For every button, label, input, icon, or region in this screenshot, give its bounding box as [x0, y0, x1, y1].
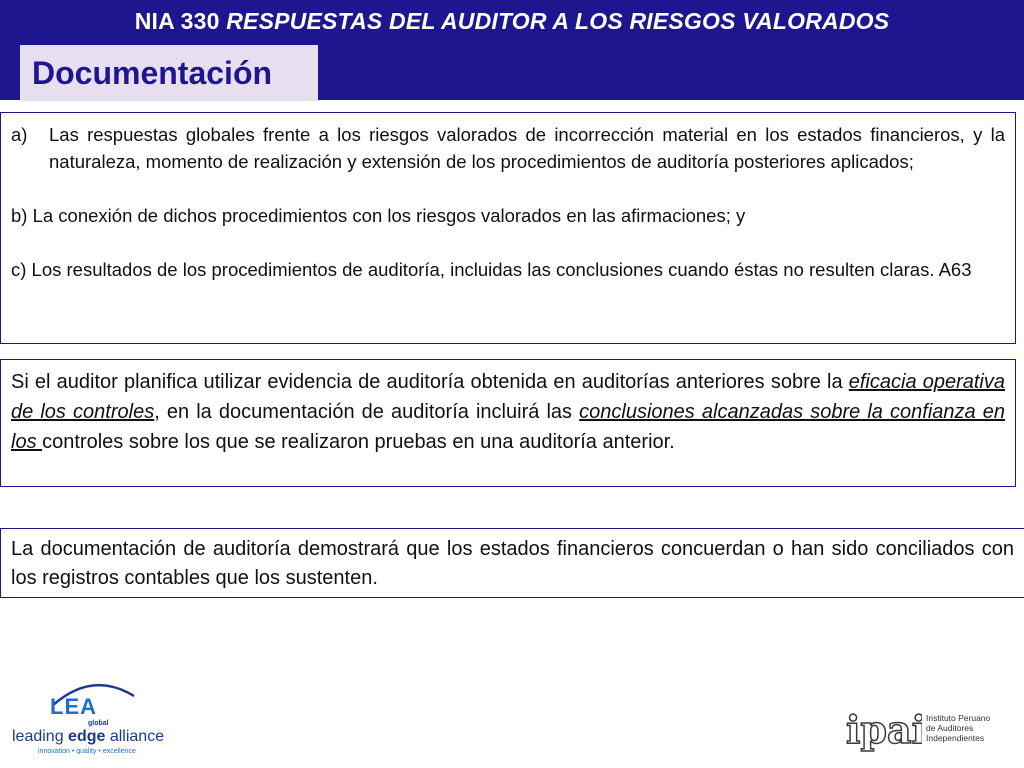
- svg-text:LEA: LEA: [50, 694, 97, 719]
- lea-tagline: innovation • quality • excellence: [38, 748, 136, 755]
- title-italic: RESPUESTAS DEL AUDITOR A LOS RIESGOS VALORADOS: [226, 8, 890, 34]
- ipai-line-2: de Auditores: [926, 723, 974, 733]
- ipai-line-1: Instituto Peruano: [926, 713, 991, 723]
- svg-text:ipai: ipai: [846, 707, 922, 752]
- box2-underline-1: eficacia operativa de los controles: [11, 371, 1005, 423]
- documentation-list-box: [0, 112, 1016, 344]
- lea-name: leading edge alliance: [12, 728, 165, 745]
- list-item-c: c) Los resultados de los procedimientos de auditoría, incluidas las conclusiones cuando éstas no resulten claras. A63: [11, 259, 972, 280]
- section-title: Documentación: [32, 55, 273, 91]
- lea-logo: [12, 678, 165, 758]
- title-plain: NIA 330: [134, 8, 227, 34]
- ipai-line-3: Independientes: [926, 733, 985, 743]
- ipai-logo-icon: [846, 703, 922, 758]
- box2-underline-2: conclusiones alcanzadas sobre la confianza en los: [11, 401, 1006, 453]
- slide-title: [0, 8, 1024, 35]
- list-item-a: [11, 121, 1005, 175]
- list-item-b: b) La conexión de dichos procedimientos con los riesgos valorados en las afirmaciones; y: [11, 205, 746, 226]
- ipai-name: [926, 713, 990, 743]
- ipai-logo: [846, 703, 1016, 758]
- item-a-text: Las respuestas globales frente a los riesgos valorados de incorrección material en los estados financieros, y la naturaleza, momento de realización y extensión de los procedimientos de auditoría posteriores aplicados;: [49, 124, 1005, 172]
- reconciliation-box: [0, 528, 1024, 598]
- lea-logo-icon: [12, 678, 162, 728]
- section-tab: [20, 45, 318, 101]
- box2-text-1: Si el auditor planifica utilizar evidencia de auditoría obtenida en auditorías anteriores sobre la: [11, 371, 849, 393]
- box3-text: La documentación de auditoría demostrará que los estados financieros concuerdan o han sido conciliados con los registros contables que los sustenten.: [11, 538, 1014, 589]
- prior-audit-evidence-box: [0, 359, 1016, 487]
- box2-text-2: , en la documentación de auditoría incluirá las: [154, 401, 580, 423]
- svg-text:global: global: [88, 720, 109, 727]
- item-a-mark: a): [11, 124, 28, 145]
- box2-text-3: controles sobre los que se realizaron pruebas en una auditoría anterior.: [42, 431, 675, 453]
